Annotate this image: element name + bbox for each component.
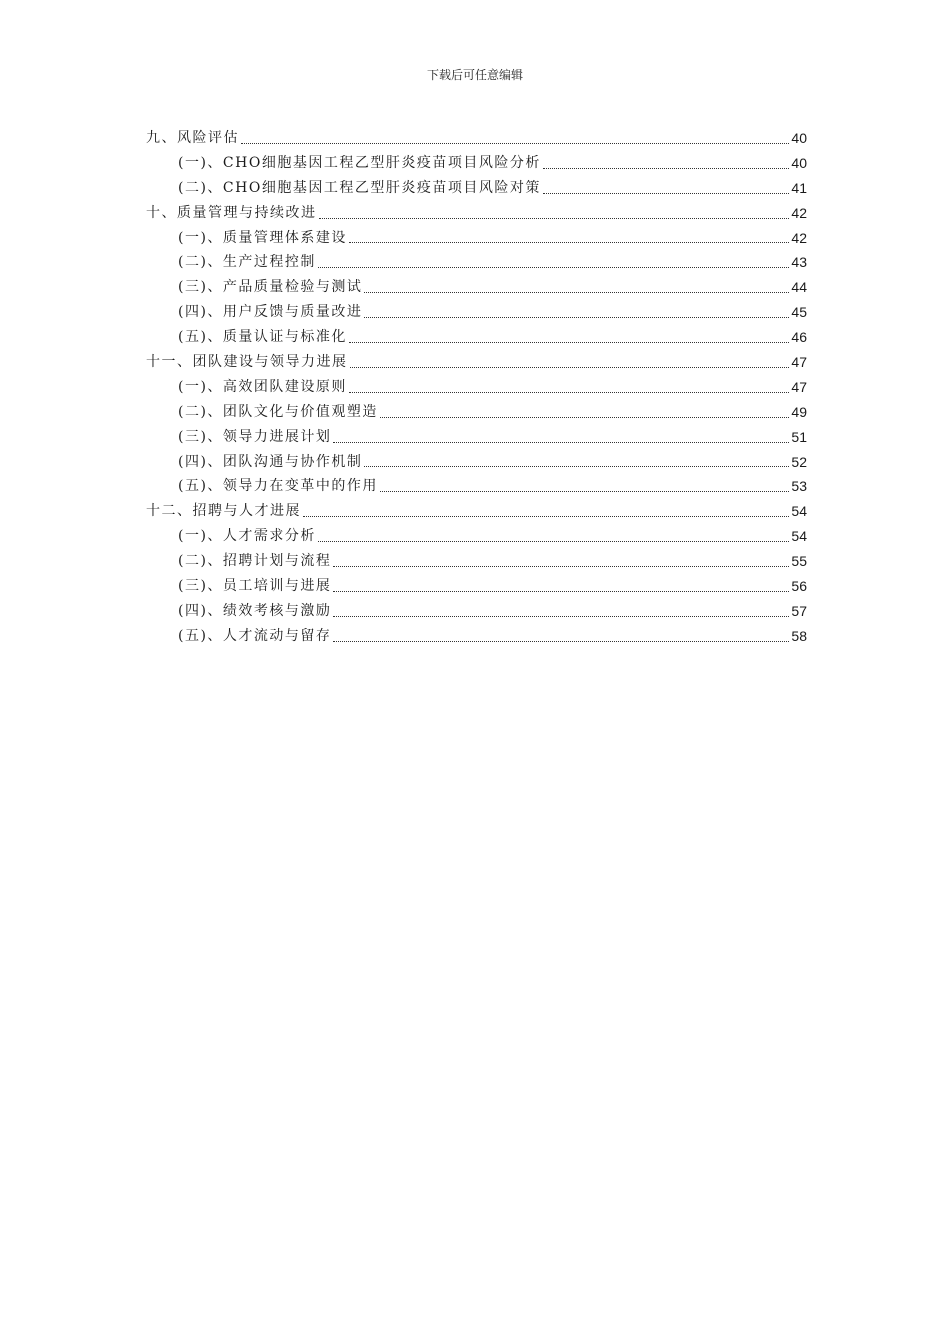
toc-page-number: 40 <box>791 154 807 171</box>
toc-section-entry[interactable] <box>146 176 807 201</box>
toc-chapter-entry[interactable] <box>146 350 807 375</box>
toc-entry-title: (二)、招聘计划与流程 <box>178 553 332 570</box>
toc-page-number: 52 <box>791 453 807 470</box>
toc-page-number: 49 <box>791 403 807 420</box>
toc-page-number: 54 <box>791 503 807 520</box>
toc-section-entry[interactable] <box>146 375 807 400</box>
toc-page-number: 42 <box>791 229 807 246</box>
toc-dot-leader <box>318 267 789 268</box>
toc-entry-title: (二)、生产过程控制 <box>178 254 316 271</box>
toc-page-number: 58 <box>791 627 807 644</box>
toc-entry-title: (二)、CHO细胞基因工程乙型肝炎疫苗项目风险对策 <box>178 179 541 196</box>
toc-section-entry[interactable] <box>146 325 807 350</box>
toc-entry-title: (四)、用户反馈与质量改进 <box>178 304 363 321</box>
toc-section-entry[interactable] <box>146 151 807 176</box>
toc-entry-title: (三)、员工培训与进展 <box>178 578 332 595</box>
toc-entry-title: (一)、人才需求分析 <box>178 528 316 545</box>
toc-section-entry[interactable] <box>146 599 807 624</box>
toc-dot-leader <box>333 616 789 617</box>
toc-section-entry[interactable] <box>146 425 807 450</box>
toc-page-number: 42 <box>791 204 807 221</box>
toc-entry-title: 十二、招聘与人才进展 <box>146 503 301 520</box>
toc-entry-title: (一)、CHO细胞基因工程乙型肝炎疫苗项目风险分析 <box>178 154 541 171</box>
toc-section-entry[interactable] <box>146 624 807 649</box>
toc-section-entry[interactable] <box>146 574 807 599</box>
toc-entry-title: (三)、领导力进展计划 <box>178 428 332 445</box>
toc-dot-leader <box>333 591 789 592</box>
toc-page-number: 56 <box>791 578 807 595</box>
toc-chapter-entry[interactable] <box>146 499 807 524</box>
toc-section-entry[interactable] <box>146 450 807 475</box>
toc-dot-leader <box>319 218 790 219</box>
toc-page-number: 55 <box>791 553 807 570</box>
toc-entry-title: 九、风险评估 <box>146 129 239 146</box>
toc-section-entry[interactable] <box>146 524 807 549</box>
toc-dot-leader <box>543 168 790 169</box>
toc-dot-leader <box>364 292 789 293</box>
toc-section-entry[interactable] <box>146 300 807 325</box>
toc-dot-leader <box>543 193 790 194</box>
toc-entry-title: (五)、人才流动与留存 <box>178 627 332 644</box>
toc-chapter-entry[interactable] <box>146 126 807 151</box>
toc-entry-title: (四)、团队沟通与协作机制 <box>178 453 363 470</box>
toc-page-number: 45 <box>791 304 807 321</box>
toc-page-number: 46 <box>791 329 807 346</box>
toc-dot-leader <box>380 491 789 492</box>
toc-chapter-entry[interactable] <box>146 201 807 226</box>
toc-dot-leader <box>303 516 789 517</box>
toc-section-entry[interactable] <box>146 275 807 300</box>
toc-page-number: 54 <box>791 528 807 545</box>
toc-entry-title: 十一、团队建设与领导力进展 <box>146 354 348 370</box>
toc-dot-leader <box>241 143 789 144</box>
toc-dot-leader <box>349 392 789 393</box>
toc-entry-title: (二)、团队文化与价值观塑造 <box>178 403 378 420</box>
toc-section-entry[interactable] <box>146 250 807 275</box>
toc-page-number: 47 <box>791 378 807 395</box>
toc-entry-title: (一)、高效团队建设原则 <box>178 378 347 395</box>
toc-page-number: 57 <box>791 602 807 619</box>
toc-page-number: 43 <box>791 254 807 271</box>
toc-dot-leader <box>349 342 789 343</box>
toc-dot-leader <box>333 641 789 642</box>
table-of-contents <box>146 126 807 649</box>
toc-dot-leader <box>318 541 789 542</box>
toc-page-number: 44 <box>791 279 807 296</box>
toc-page-number: 40 <box>791 129 807 146</box>
toc-entry-title: (四)、绩效考核与激励 <box>178 602 332 619</box>
toc-entry-title: (三)、产品质量检验与测试 <box>178 279 363 296</box>
toc-section-entry[interactable] <box>146 400 807 425</box>
toc-entry-title: (五)、领导力在变革中的作用 <box>178 478 378 495</box>
toc-section-entry[interactable] <box>146 474 807 499</box>
toc-page-number: 41 <box>791 179 807 196</box>
toc-page-number: 53 <box>791 478 807 495</box>
toc-page-number: 47 <box>791 354 807 370</box>
toc-page-number: 51 <box>791 428 807 445</box>
toc-dot-leader <box>350 367 790 368</box>
page-header: 下载后可任意编辑 <box>426 68 523 82</box>
toc-dot-leader <box>380 417 789 418</box>
toc-entry-title: (一)、质量管理体系建设 <box>178 229 347 246</box>
toc-dot-leader <box>349 242 789 243</box>
toc-section-entry[interactable] <box>146 226 807 251</box>
toc-dot-leader <box>333 442 789 443</box>
toc-dot-leader <box>364 317 789 318</box>
toc-entry-title: 十、质量管理与持续改进 <box>146 204 317 221</box>
toc-dot-leader <box>364 466 789 467</box>
toc-entry-title: (五)、质量认证与标准化 <box>178 329 347 346</box>
toc-dot-leader <box>333 566 789 567</box>
toc-section-entry[interactable] <box>146 549 807 574</box>
